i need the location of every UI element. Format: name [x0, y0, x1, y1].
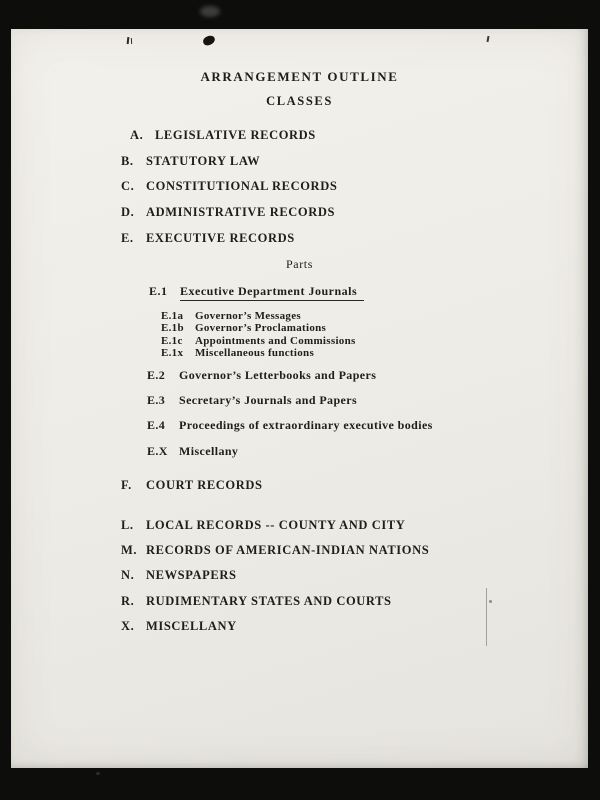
subpart-label: Governor’s Proclamations [195, 322, 327, 335]
class-row [121, 123, 337, 149]
subpart-code: E.1x [161, 347, 184, 360]
part-row [147, 363, 433, 388]
class-letter: R. [121, 593, 135, 608]
class-row [121, 174, 337, 200]
class-label: EXECUTIVE RECORDS [146, 230, 295, 245]
document-page [11, 29, 588, 768]
part-label-underlined: Executive Department Journals [180, 284, 364, 301]
part-code: E.2 [147, 368, 166, 382]
part-row [147, 413, 433, 438]
subpart-label: Miscellaneous functions [195, 347, 315, 360]
classes-list-bottom [121, 513, 429, 639]
page-subtitle: CLASSES [266, 94, 333, 108]
class-letter: F. [121, 478, 132, 492]
class-letter: N. [121, 568, 135, 583]
subpart-row [161, 335, 356, 347]
subparts-list [161, 310, 356, 360]
class-row [121, 149, 337, 175]
class-label: RECORDS OF AMERICAN-INDIAN NATIONS [146, 543, 430, 558]
subpart-label: Governor’s Messages [195, 310, 301, 322]
subpart-code: E.1b [161, 322, 184, 335]
class-label: NEWSPAPERS [146, 568, 237, 583]
class-row [121, 478, 263, 493]
class-label: LEGISLATIVE RECORDS [155, 128, 316, 142]
part-row [147, 439, 433, 464]
class-row [121, 226, 337, 252]
part-label: Governor’s Letterbooks and Papers [179, 368, 377, 382]
scan-speck [96, 772, 100, 775]
part-code: E.3 [147, 393, 166, 408]
part-code: E.1 [149, 284, 168, 298]
subpart-code: E.1c [161, 334, 183, 347]
parts-list [147, 363, 433, 464]
class-label: RUDIMENTARY STATES AND COURTS [146, 593, 392, 608]
part-label: Proceedings of extraordinary executive bodies [179, 418, 433, 433]
class-row-f [121, 478, 263, 493]
parts-heading: Parts [286, 257, 313, 271]
part-row-e1 [149, 284, 364, 301]
class-letter: L. [121, 518, 134, 532]
part-label: Miscellany [179, 443, 239, 458]
class-row [121, 513, 429, 538]
part-row [149, 284, 364, 301]
class-row [121, 589, 429, 614]
class-label: LOCAL RECORDS -- COUNTY AND CITY [146, 518, 406, 532]
class-label: COURT RECORDS [146, 478, 263, 492]
class-label: CONSTITUTIONAL RECORDS [146, 179, 338, 194]
class-letter: B. [121, 153, 134, 168]
class-letter: A. [130, 128, 144, 142]
subpart-row [161, 322, 356, 334]
class-letter: D. [121, 205, 135, 220]
subpart-label: Appointments and Commissions [195, 334, 356, 347]
class-letter: C. [121, 179, 135, 194]
subpart-code: E.1a [161, 310, 184, 322]
subpart-row [161, 310, 356, 322]
class-row [121, 614, 429, 639]
class-label: ADMINISTRATIVE RECORDS [146, 205, 336, 220]
subpart-row [161, 347, 356, 359]
class-row [121, 563, 429, 588]
part-code: E.4 [147, 418, 166, 433]
classes-list-top [121, 123, 337, 252]
class-letter: M. [121, 543, 138, 558]
class-letter: X. [121, 618, 135, 633]
class-label: MISCELLANY [146, 618, 237, 633]
scan-smudge [200, 6, 220, 17]
class-row [121, 538, 429, 563]
class-row [121, 200, 337, 226]
part-label: Secretary’s Journals and Papers [179, 393, 358, 408]
class-letter: E. [121, 230, 134, 245]
page-title: ARRANGEMENT OUTLINE [200, 69, 399, 84]
part-row [147, 388, 433, 413]
part-code: E.X [147, 443, 168, 458]
class-label: STATUTORY LAW [146, 153, 261, 168]
